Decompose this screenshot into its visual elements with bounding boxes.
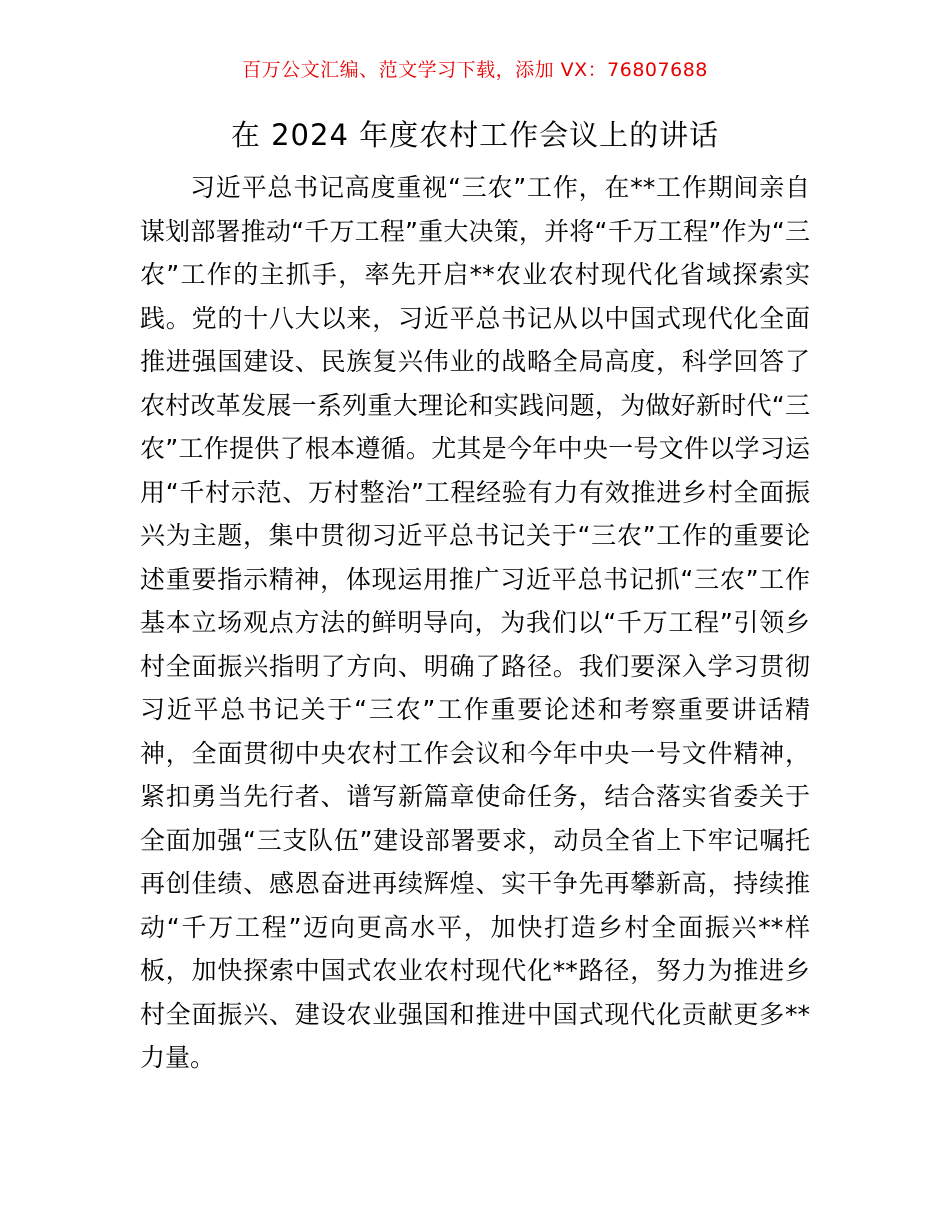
body-paragraph: 习近平总书记高度重视“三农”工作，在**工作期间亲自谋划部署推动“千万工程”重大决策，并将“千万工程”作为“三农”工作的主抓手，率先开启**农业农村现代化省域探索实践。党的十八大以来，习近平总书记从以中国式现代化全面推进强国建设、民族复兴伟业的战略全局高度，科学回答了农村改革发展一系列重大理论和实践问题，为做好新时代“三农”工作提供了根本遵循。尤其是今年中央一号文件以学习运用“千村示范、万村整治”工程经验有力有效推进乡村全面振兴为主题，集中贯彻习近平总书记关于“三农”工作的重要论述重要指示精神，体现运用推广习近平总书记抓“三农”工作基本立场观点方法的鲜明导向，为我们以“千万工程”引领乡村全面振兴指明了方向、明确了路径。我们要深入学习贯彻习近平总书记关于“三农”工作重要论述和考察重要讲话精神，全面贯彻中央农村工作会议和今年中央一号文件精神，紧扣勇当先行者、谱写新篇章使命任务，结合落实省委关于全面加强“三支队伍”建设部署要求，动员全省上下牢记嘱托再创佳绩、感恩奋进再续辉煌、实干争先再攀新高，持续推动“千万工程”迈向更高水平，加快打造乡村全面振兴**样板，加快探索中国式农业农村现代化**路径，努力为推进乡村全面振兴、建设农业强国和推进中国式现代化贡献更多**力量。 [140, 173, 810, 1072]
header-notice: 百万公文汇编、范文学习下载，添加 VX：76807688 [242, 59, 708, 81]
page-title: 在 2024 年度农村工作会议上的讲话 [230, 118, 720, 152]
